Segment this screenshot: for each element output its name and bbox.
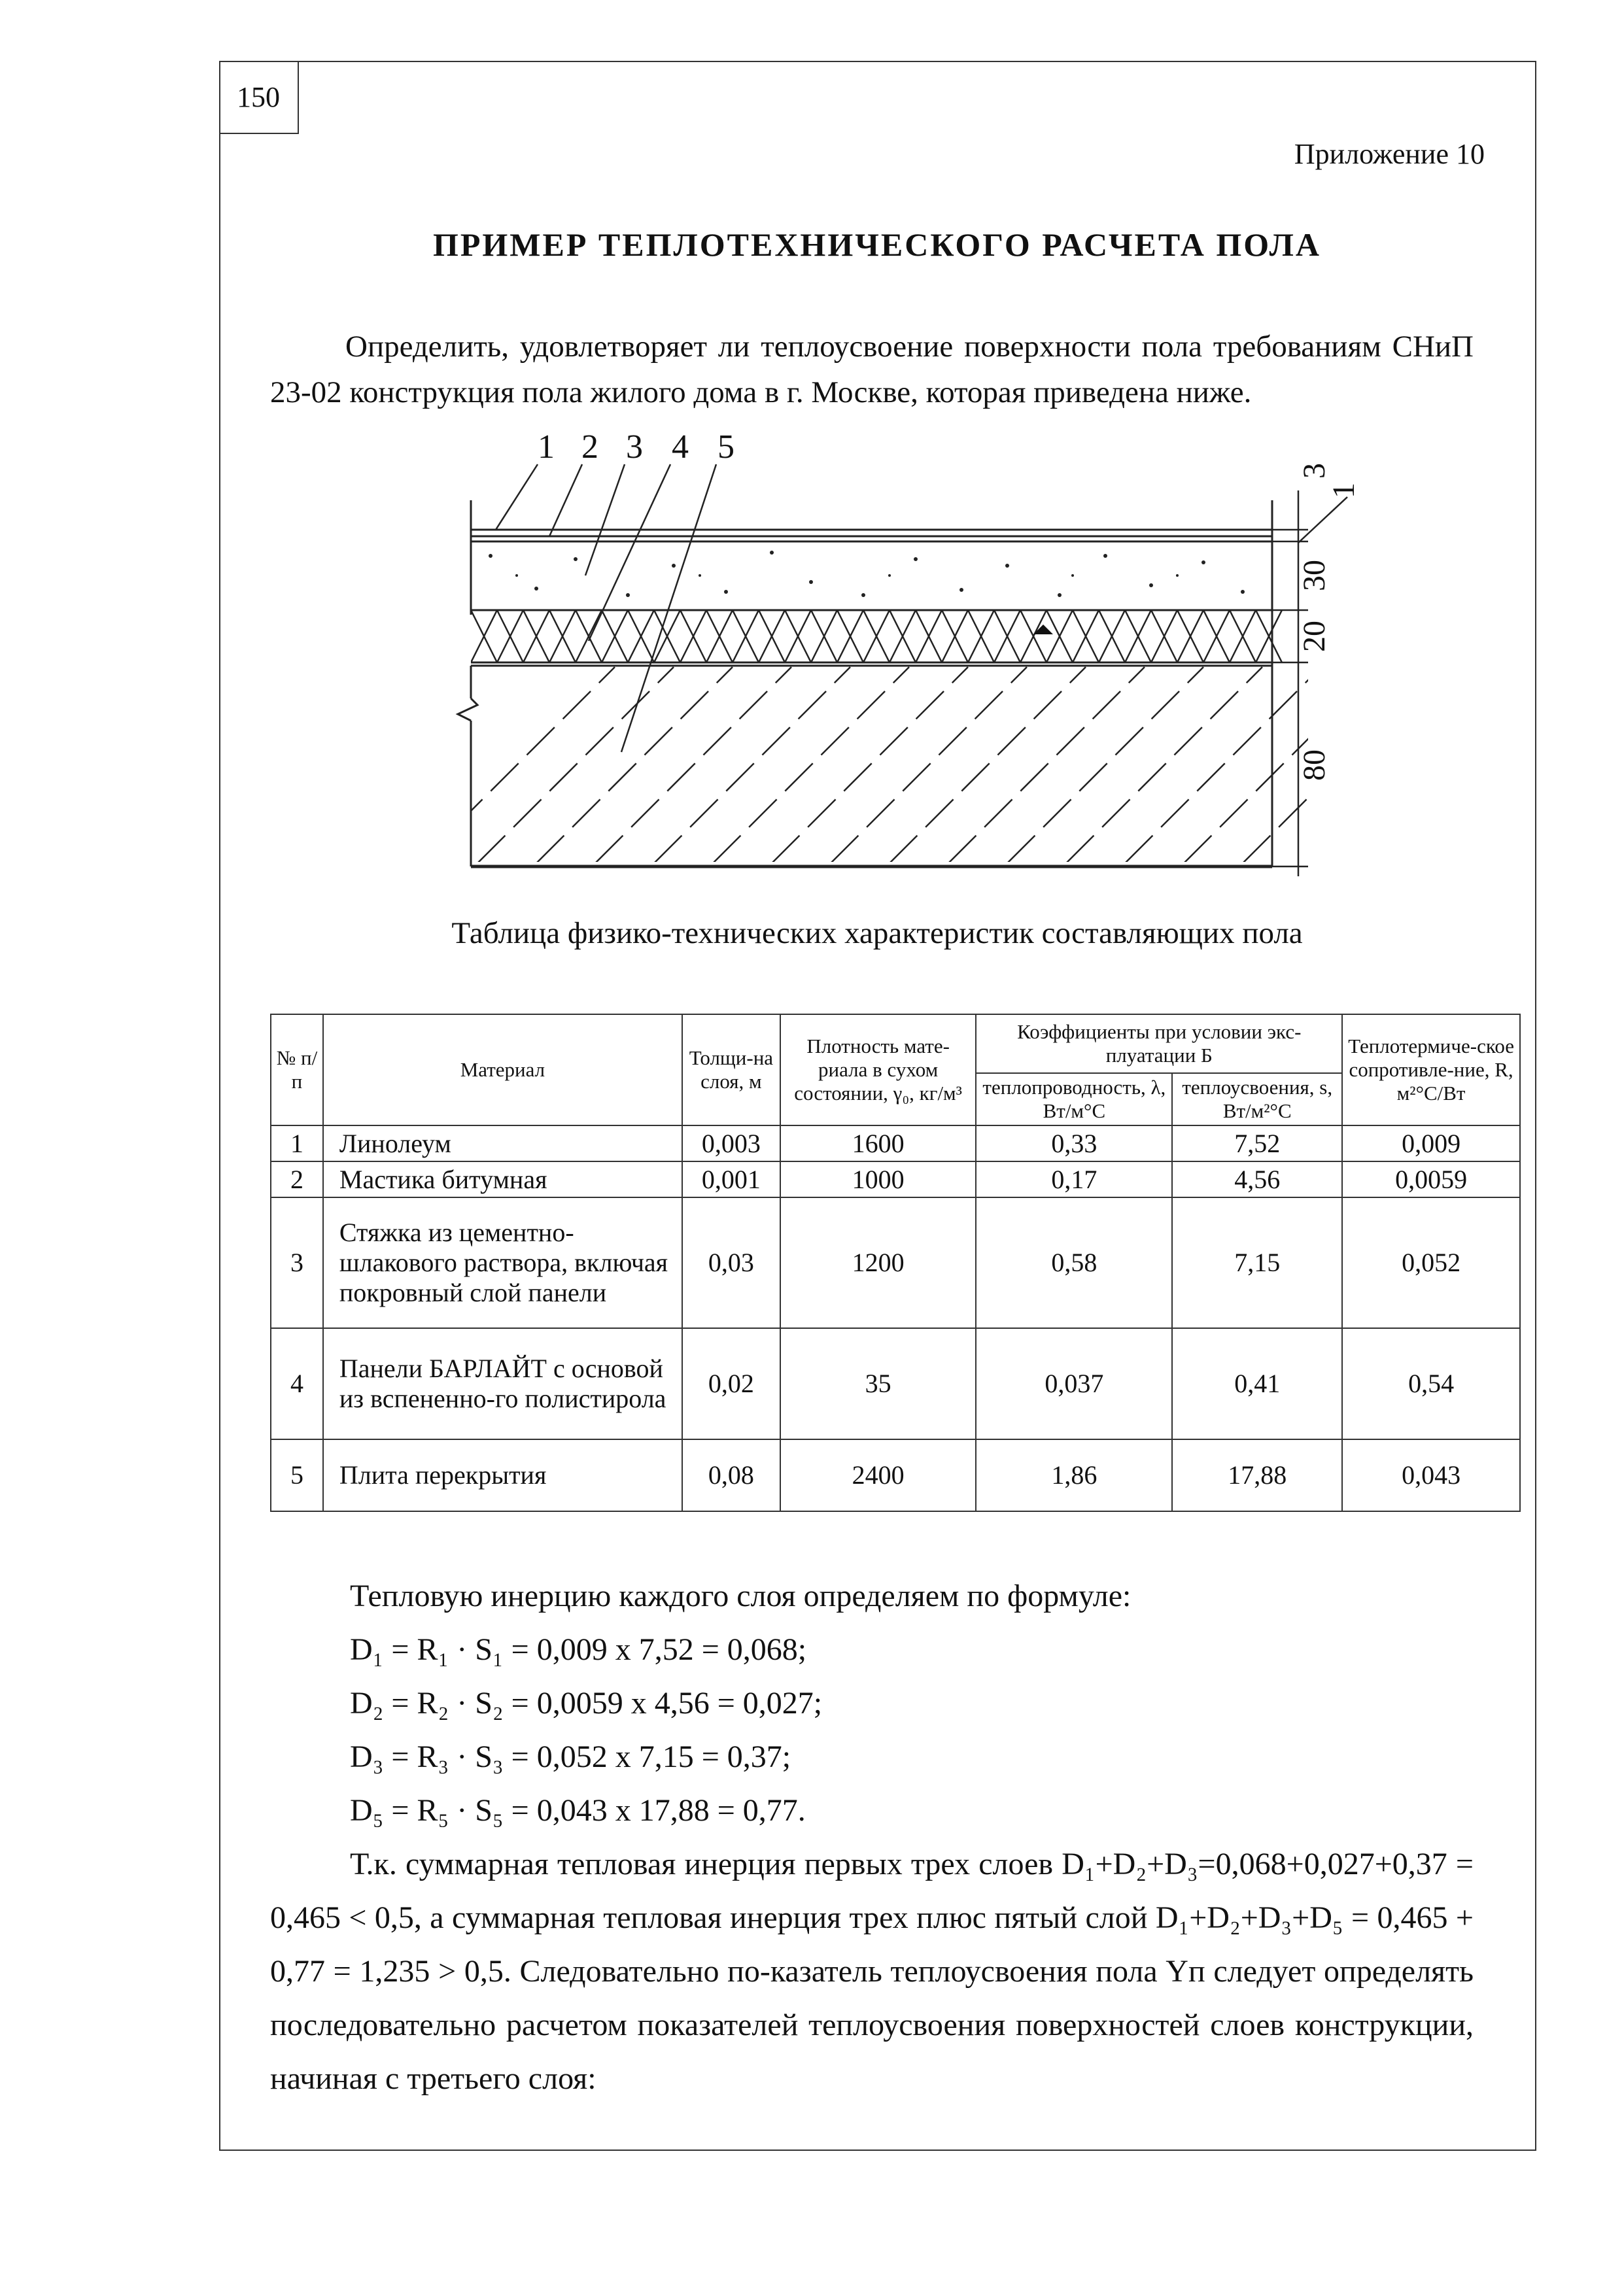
- dimension-80: 80: [1297, 749, 1332, 781]
- layer-label-2: 2: [581, 428, 598, 466]
- conclusion-paragraph: Т.к. суммарная тепловая инерция первых трех слоев D₁+D₂+D₃=0,068+0,027+0,37 = 0,465 < 0,5, а суммарная тепловая инерция трех плюс пятый слой D₁+D₂+D₃+D₅ = 0,465 + 0,77 = 1,235 > 0,5. Следовательно по-казатель теплоусвоения пола Yп следует определять последовательно расчетом показателей теплоусвоения поверхностей слоев конструкции, начиная с третьего слоя:: [270, 1847, 1474, 2096]
- intro-paragraph: Определить, удовлетворяет ли теплоусвоение поверхности пола требованиям СНиП 23-02 конструкция пола жилого дома в г. Москве, которая приведена ниже.: [270, 330, 1474, 409]
- formula-d5: D₅ = R₅ · S₅ = 0,043 х 17,88 = 0,77.: [350, 1793, 806, 1828]
- header-assimilation: теплоусвоения, s, Вт/м²°С: [1172, 1073, 1342, 1125]
- table-row: 3 Стяжка из цементно-шлакового раствора, включая покровный слой панели 0,03 1200 0,58 7,15 0,052: [271, 1197, 1520, 1328]
- screed-dots: [489, 551, 1245, 597]
- header-num: № п/п: [271, 1014, 323, 1125]
- table-caption: Таблица физико-технических характеристик составляющих пола: [451, 916, 1303, 950]
- dimension-20: 20: [1297, 621, 1332, 652]
- layer-label-3: 3: [626, 428, 643, 466]
- formula-d2: D₂ = R₂ · S₂ = 0,0059 х 4,56 = 0,027;: [350, 1686, 823, 1721]
- layer-label-4: 4: [672, 428, 689, 466]
- appendix-label: Приложение 10: [1294, 138, 1485, 170]
- dimension-30: 30: [1297, 560, 1332, 591]
- formula-d3: D₃ = R₃ · S₃ = 0,052 х 7,15 = 0,37;: [350, 1739, 791, 1774]
- header-conductivity: теплопроводность, λ, Вт/м°С: [976, 1073, 1172, 1125]
- table-row: 2 Мастика битумная 0,001 1000 0,17 4,56 0,0059: [271, 1161, 1520, 1197]
- layer-label-5: 5: [717, 428, 734, 466]
- header-material: Материал: [323, 1014, 682, 1125]
- table-row: 5 Плита перекрытия 0,08 2400 1,86 17,88 0,043: [271, 1439, 1520, 1511]
- properties-table: [270, 1014, 1521, 1512]
- header-thickness: Толщи-на слоя, м: [682, 1014, 780, 1125]
- dimension-1: 1: [1326, 483, 1361, 498]
- formula-intro: Тепловую инерцию каждого слоя определяем по формуле:: [350, 1579, 1132, 1613]
- table-row: 4 Панели БАРЛАЙТ с основой из вспененно-го полистирола 0,02 35 0,037 0,41 0,54: [271, 1328, 1520, 1439]
- header-coef-group: Коэффициенты при условии экс-плуатации Б: [976, 1014, 1342, 1073]
- floor-section-diagram: [419, 419, 1426, 916]
- formula-d1: D₁ = R₁ · S₁ = 0,009 х 7,52 = 0,068;: [350, 1632, 807, 1667]
- page-number: 150: [219, 61, 299, 134]
- dimension-3: 3: [1297, 463, 1332, 479]
- table-row: 1 Линолеум 0,003 1600 0,33 7,52 0,009: [271, 1125, 1520, 1161]
- page-title: ПРИМЕР ТЕПЛОТЕХНИЧЕСКОГО РАСЧЕТА ПОЛА: [432, 226, 1322, 263]
- layer-label-1: 1: [538, 428, 555, 466]
- header-density: Плотность мате-риала в сухом состоянии, γ₀, кг/м³: [780, 1014, 976, 1125]
- header-resistance: Теплотермиче-ское сопротивле-ние, R, м²°С/Вт: [1342, 1014, 1520, 1125]
- calculation-text: [270, 1569, 1474, 2106]
